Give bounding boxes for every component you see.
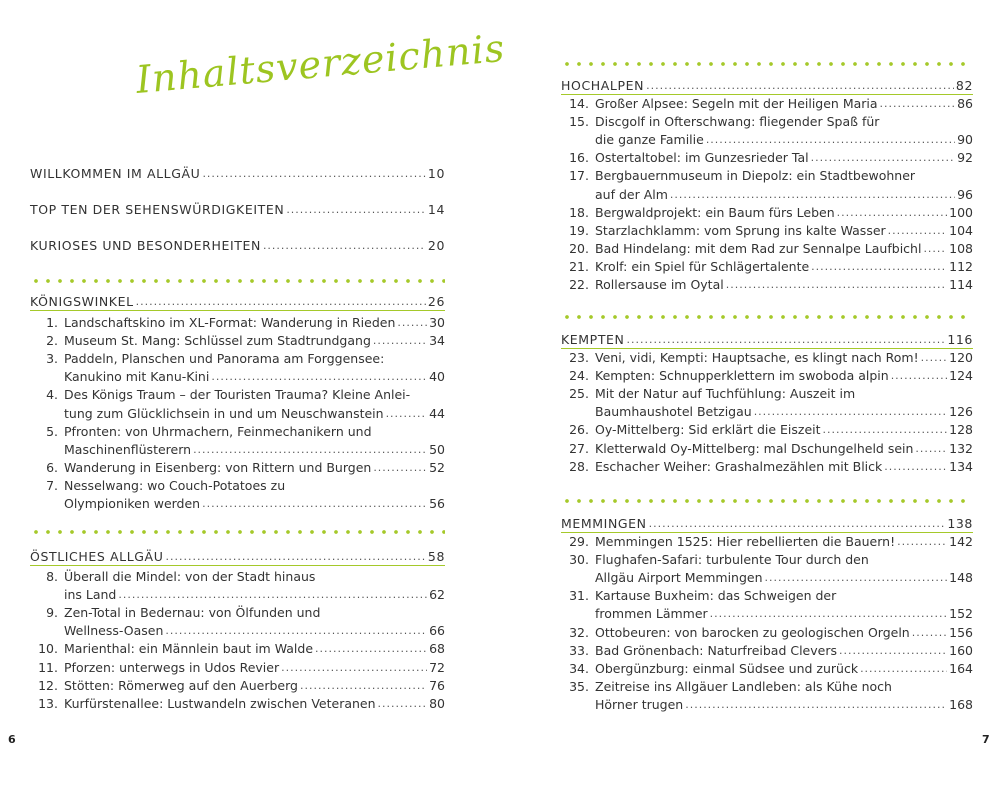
dot-leader (281, 659, 427, 676)
entry-page: 108 (949, 240, 973, 256)
entry-title: Landschaftskino im XL-Format: Wanderung in Rieden (64, 315, 396, 330)
entry-title: Kanukino mit Kanu-Kini (64, 369, 210, 385)
entry-title: Discgolf in Ofterschwang: fliegender Spaß für (595, 114, 880, 130)
dot-leader (912, 624, 947, 641)
entry-page: 68 (429, 641, 445, 657)
entry-page: 56 (429, 496, 445, 511)
entry-title: ins Land (64, 587, 117, 603)
dotted-separator (30, 279, 445, 283)
toc-entry (30, 567, 445, 585)
entry-title: Maschinenflüsterern (64, 441, 192, 457)
entry-page: 72 (429, 659, 445, 675)
toc-entry (30, 639, 445, 657)
entry-title: Flughafen-Safari: turbulente Tour durch den (595, 552, 869, 568)
entry-number: 27. (569, 440, 589, 456)
toc-entry (30, 313, 445, 331)
entry-number: 3. (46, 351, 58, 367)
entry-title: Überall die Mindel: von der Stadt hinaus (64, 569, 316, 584)
section-heading (30, 292, 445, 310)
section-label: KÖNIGSWINKEL (30, 294, 134, 309)
entry-number: 33. (569, 642, 589, 658)
entry-title: Eschacher Weiher: Grashalmezählen mit Blick (595, 458, 883, 474)
entry-title: Nesselwang: wo Couch-Potatoes zu (64, 477, 286, 493)
page-number-left: 6 (8, 733, 16, 746)
entry-title: Olympioniken werden (64, 496, 201, 511)
section-heading (30, 236, 445, 254)
dot-leader (386, 405, 428, 422)
dot-leader (165, 548, 425, 565)
section-label: MEMMINGEN (561, 516, 647, 531)
entry-page: 124 (949, 368, 973, 384)
entry-title: Pfronten: von Uhrmachern, Feinmechanikern und (64, 423, 372, 439)
entry-title: Oy-Mittelberg: Sid erklärt die Eiszeit (595, 422, 821, 438)
toc-entry (561, 166, 973, 184)
entry-number: 10. (38, 641, 58, 657)
entry-page: 80 (429, 695, 445, 711)
dot-leader (837, 204, 947, 221)
dot-leader (300, 677, 427, 694)
entry-title: Bad Grönenbach: Naturfreibad Clevers (595, 642, 837, 658)
section-page: 138 (947, 516, 973, 531)
entry-title: Paddeln, Planschen und Panorama am Forggensee: (64, 351, 385, 367)
section-heading (561, 514, 973, 532)
entry-title: Bad Hindelang: mit dem Rad zur Sennalpe Laufbichl (595, 240, 922, 256)
entry-number: 14. (569, 96, 589, 111)
dot-leader (880, 95, 956, 112)
toc-entry (30, 349, 445, 367)
toc-entry (561, 568, 973, 586)
dot-leader (839, 642, 947, 659)
entry-title: Krolf: ein Spiel für Schlägertalente (595, 258, 810, 274)
toc-entry (30, 385, 445, 403)
entry-page: 90 (957, 132, 973, 148)
entry-title: frommen Lämmer (595, 606, 708, 622)
toc-entry (30, 422, 445, 440)
entry-number: 4. (46, 387, 58, 403)
entry-page: 96 (957, 186, 973, 202)
dot-leader (378, 695, 428, 712)
entry-page: 134 (949, 458, 973, 474)
entry-title: Wanderung in Eisenberg: von Rittern und Burgen (64, 459, 372, 475)
entry-page: 160 (949, 642, 973, 658)
entry-title: Rollersause im Oytal (595, 277, 724, 292)
entry-page: 66 (429, 623, 445, 639)
toc-entry (561, 348, 973, 366)
toc-entry (561, 586, 973, 604)
entry-page: 126 (949, 404, 973, 420)
dotted-separator (561, 499, 973, 503)
entry-page: 30 (429, 315, 445, 330)
section-page: 26 (427, 294, 445, 309)
entry-number: 35. (569, 678, 589, 694)
entry-number: 5. (46, 423, 58, 439)
dot-leader (373, 459, 427, 476)
entry-number: 20. (569, 240, 589, 256)
toc-entry (561, 239, 973, 257)
toc-entry (30, 494, 445, 512)
dot-leader (646, 77, 954, 94)
entry-page: 148 (949, 570, 973, 586)
toc-entry (561, 94, 973, 112)
toc-entry (561, 457, 973, 475)
entry-page: 104 (949, 222, 973, 238)
toc-entry (561, 221, 973, 239)
section-page: 116 (947, 332, 973, 347)
toc-entry (561, 203, 973, 221)
entry-number: 7. (46, 477, 58, 493)
toc-entry (561, 112, 973, 130)
entry-page: 152 (949, 606, 973, 622)
entry-number: 22. (569, 277, 589, 292)
entry-number: 30. (569, 552, 589, 568)
entry-title: Obergünzburg: einmal Südsee und zurück (595, 660, 859, 676)
toc-entry (30, 440, 445, 458)
toc-entry (30, 621, 445, 639)
entry-title: Mit der Natur auf Tuchfühlung: Auszeit im (595, 386, 856, 402)
toc-entry (561, 185, 973, 203)
section-underline (30, 310, 445, 311)
entry-page: 112 (949, 258, 973, 274)
entry-page: 44 (429, 405, 445, 421)
dot-leader (627, 331, 946, 348)
section-page: 14 (427, 202, 445, 217)
toc-entry (561, 623, 973, 641)
entry-title: Bergbauernmuseum in Diepolz: ein Stadtbewohner (595, 168, 916, 184)
entry-title: Memmingen 1525: Hier rebellierten die Bauern! (595, 534, 896, 549)
entry-number: 26. (569, 422, 589, 438)
entry-page: 100 (949, 204, 973, 220)
entry-number: 21. (569, 258, 589, 274)
toc-entry (561, 257, 973, 275)
toc-entry (30, 658, 445, 676)
dot-leader (202, 495, 427, 512)
dot-leader (165, 622, 427, 639)
entry-title: Hörner trugen (595, 696, 684, 712)
section-label: KEMPTEN (561, 332, 625, 347)
entry-title: Kurfürstenallee: Lustwandeln zwischen Veteranen (64, 695, 376, 711)
toc-entry (561, 384, 973, 402)
toc-entry (561, 641, 973, 659)
section-heading (561, 76, 973, 94)
entry-title: Kletterwald Oy-Mittelberg: mal Dschungelheld sein (595, 440, 914, 456)
entry-page: 128 (949, 422, 973, 438)
entry-page: 132 (949, 440, 973, 456)
dot-leader (315, 640, 427, 657)
dot-leader (202, 165, 425, 182)
entry-title: Starzlachklamm: vom Sprung ins kalte Wasser (595, 222, 886, 238)
entry-number: 18. (569, 204, 589, 220)
dot-leader (136, 293, 426, 310)
toc-entry (30, 585, 445, 603)
entry-page: 120 (949, 350, 973, 365)
entry-page: 76 (429, 677, 445, 693)
entry-title: Baumhaushotel Betzigau (595, 404, 752, 420)
dot-leader (811, 258, 947, 275)
entry-number: 1. (46, 315, 58, 330)
toc-entry (30, 331, 445, 349)
section-label: HOCHALPEN (561, 78, 645, 93)
entry-title: Marienthal: ein Männlein baut im Walde (64, 641, 314, 657)
entry-title: Kartause Buxheim: das Schweigen der (595, 588, 837, 604)
toc-entry (561, 130, 973, 148)
toc-entry (561, 420, 973, 438)
dot-leader (373, 332, 427, 349)
toc-title: Inhaltsverzeichnis (134, 25, 507, 103)
entry-page: 50 (429, 441, 445, 457)
toc-entry (561, 695, 973, 713)
entry-title: Ottobeuren: von barocken zu geologischen Orgeln (595, 624, 910, 640)
section-label: WILLKOMMEN IM ALLGÄU (30, 166, 201, 181)
entry-number: 9. (46, 605, 58, 621)
entry-title: die ganze Familie (595, 132, 704, 148)
entry-number: 25. (569, 386, 589, 402)
toc-entry (561, 550, 973, 568)
entry-number: 11. (38, 659, 58, 675)
dot-leader (211, 368, 427, 385)
entry-title: Bergwaldprojekt: ein Baum fürs Leben (595, 204, 835, 220)
entry-title: Allgäu Airport Memmingen (595, 570, 763, 586)
entry-title: Pforzen: unterwegs in Udos Revier (64, 659, 280, 675)
entry-title: Des Königs Traum – der Touristen Trauma? Kleine Anlei- (64, 387, 411, 403)
entry-number: 6. (46, 459, 58, 475)
toc-entry (30, 404, 445, 422)
entry-number: 24. (569, 368, 589, 384)
dot-leader (706, 131, 955, 148)
dot-leader (921, 349, 948, 366)
entry-number: 34. (569, 660, 589, 676)
entry-page: 142 (949, 534, 973, 549)
entry-title: Zeitreise ins Allgäuer Landleben: als Kühe noch (595, 678, 892, 694)
entry-title: auf der Alm (595, 186, 668, 202)
dot-leader (915, 440, 947, 457)
entry-page: 34 (429, 333, 445, 349)
dot-leader (897, 533, 947, 550)
dot-leader (811, 149, 955, 166)
toc-entry (561, 439, 973, 457)
entry-title: Großer Alpsee: Segeln mit der Heiligen Maria (595, 96, 878, 111)
dot-leader (860, 660, 947, 677)
entry-number: 13. (38, 695, 58, 711)
section-page: 20 (427, 238, 445, 253)
entry-number: 32. (569, 624, 589, 640)
dot-leader (193, 441, 427, 458)
entry-title: Stötten: Römerweg auf den Auerberg (64, 677, 298, 693)
toc-entry (561, 659, 973, 677)
entry-page: 40 (429, 369, 445, 385)
entry-title: Ostertaltobel: im Gunzesrieder Tal (595, 150, 809, 166)
entry-number: 29. (569, 534, 589, 549)
entry-page: 92 (957, 150, 973, 166)
toc-entry (30, 367, 445, 385)
dot-leader (923, 240, 947, 257)
entry-number: 28. (569, 458, 589, 474)
toc-entry (561, 402, 973, 420)
toc-entry (561, 604, 973, 622)
entry-page: 164 (949, 660, 973, 676)
section-label: ÖSTLICHES ALLGÄU (30, 549, 164, 564)
toc-entry (30, 476, 445, 494)
dot-leader (726, 276, 947, 293)
toc-entry (561, 148, 973, 166)
dot-leader (754, 403, 947, 420)
toc-entry (561, 366, 973, 384)
dotted-separator (561, 315, 973, 319)
section-page: 58 (427, 549, 445, 564)
entry-number: 31. (569, 588, 589, 604)
section-page: 10 (427, 166, 445, 181)
entry-title: Wellness-Oasen (64, 623, 164, 639)
section-label: KURIOSES UND BESONDERHEITEN (30, 238, 261, 253)
entry-title: Museum St. Mang: Schlüssel zum Stadtrundgang (64, 333, 371, 349)
toc-entry (30, 603, 445, 621)
dotted-separator (30, 530, 445, 534)
entry-number: 16. (569, 150, 589, 166)
section-underline (30, 565, 445, 566)
toc-entry (561, 275, 973, 293)
section-heading (30, 200, 445, 218)
dot-leader (263, 237, 426, 254)
section-heading (30, 547, 445, 565)
entry-number: 23. (569, 350, 589, 365)
entry-number: 8. (46, 569, 58, 584)
entry-title: Zen-Total in Bedernau: von Ölfunden und (64, 605, 321, 621)
entry-number: 15. (569, 114, 589, 130)
toc-entry (30, 676, 445, 694)
toc-entry (561, 677, 973, 695)
entry-number: 17. (569, 168, 589, 184)
dot-leader (710, 605, 947, 622)
dot-leader (888, 222, 947, 239)
entry-page: 168 (949, 696, 973, 712)
dot-leader (823, 421, 948, 438)
section-heading (561, 330, 973, 348)
dot-leader (765, 569, 948, 586)
toc-entry (30, 694, 445, 712)
entry-page: 52 (429, 459, 445, 475)
dot-leader (118, 586, 427, 603)
dot-leader (685, 696, 947, 713)
toc-entry (30, 458, 445, 476)
entry-number: 19. (569, 222, 589, 238)
entry-title: Veni, vidi, Kempti: Hauptsache, es klingt nach Rom! (595, 350, 919, 365)
dot-leader (884, 458, 947, 475)
entry-title: Kempten: Schnupperklettern im swoboda alpin (595, 368, 889, 384)
dot-leader (649, 515, 946, 532)
toc-entry (561, 532, 973, 550)
entry-page: 62 (429, 587, 445, 603)
entry-number: 12. (38, 677, 58, 693)
dot-leader (670, 186, 955, 203)
entry-number: 2. (46, 333, 58, 349)
dot-leader (286, 201, 426, 218)
entry-page: 86 (957, 96, 973, 111)
entry-title: tung zum Glücklichsein in und um Neuschwanstein (64, 405, 384, 421)
section-label: TOP TEN DER SEHENSWÜRDIGKEITEN (30, 202, 285, 217)
dot-leader (891, 367, 947, 384)
section-page: 82 (955, 78, 973, 93)
entry-page: 156 (949, 624, 973, 640)
dotted-separator (561, 62, 973, 66)
dot-leader (397, 314, 427, 331)
section-heading (30, 164, 445, 182)
page-number-right: 7 (982, 733, 990, 746)
entry-page: 114 (949, 277, 973, 292)
